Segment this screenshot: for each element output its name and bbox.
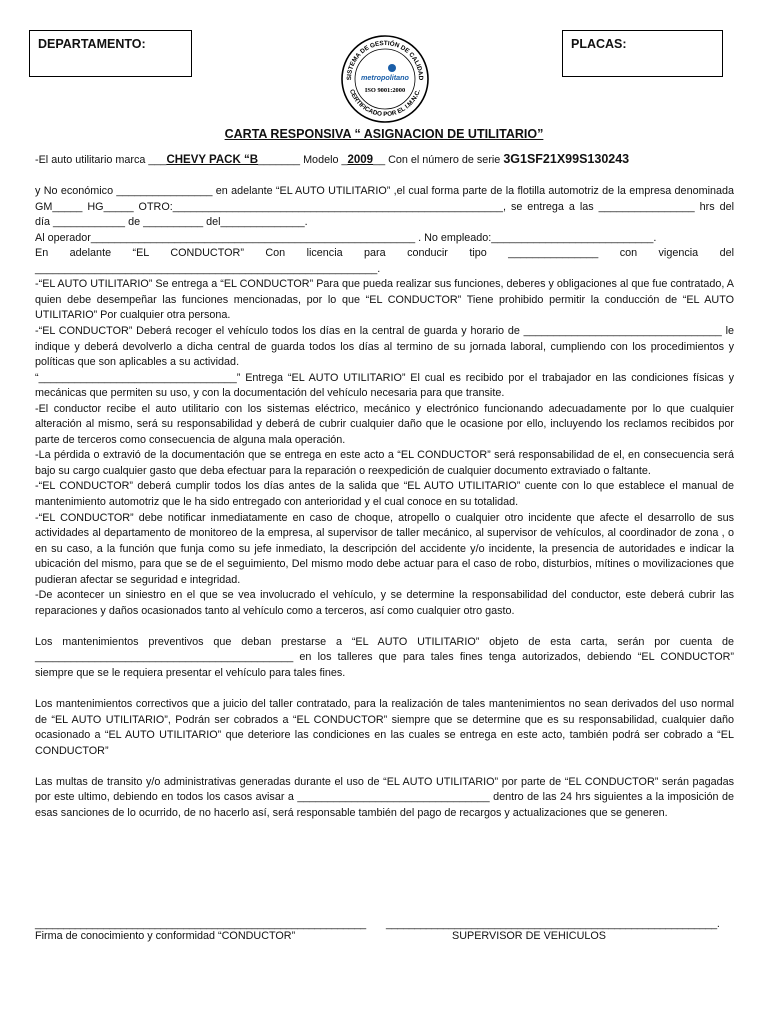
paragraph-economico: y No económico ________________ en adelante “EL AUTO UTILITARIO” ,el cual forma parte de la flotilla automotriz de la empresa denominada GM_____ HG_____ OTRO:_______________________________________________________, se entrega a las ________________ hrs del día ____________ de __________ del______________. [35,185,734,229]
vehicle-model: 2009 [347,154,374,166]
brand-suffix: _______ Modelo _ [258,154,348,166]
placas-field [562,30,723,77]
vehicle-brand: CHEVY PACK “B [166,154,259,166]
document-title: CARTA RESPONSIVA “ ASIGNACION DE UTILITARIO” [224,127,544,141]
seal-brand: metropolitano [361,73,409,82]
paragraph-multas: Las multas de transito y/o administrativas generadas durante el uso de “EL AUTO UTILITARIO” por parte de “EL CONDUCTOR” serán pagadas por este ultimo, debiendo en todos los casos avisar a ________________________________ dentro de las 24 hrs siguientes a la imposición de esas sanciones de lo ocurrido, de no hacerlo así, será responsable también del pago de recargos y actualizaciones que se generen. [35,775,734,819]
paragraph-recibido: “_________________________________” Entrega “EL AUTO UTILITARIO” El cual es recibido por el trabajador en las condiciones físicas y mecánicas que permiten su uso, y con la documentación del vehículo necesaria para que transite. [35,371,734,400]
paragraph-operador: Al operador______________________________________________________ . No empleado:___________________________. [35,231,657,244]
vehicle-line [35,152,734,169]
seal-globe-icon [388,64,396,72]
paragraph-documentacion: -La pérdida o extravió de la documentación que se entrega en este acto a “EL CONDUCTOR” será responsabilidad de el, en consecuencia será bajo su cargo cualquier gasto que deba efectuar para la reparación o reexpedición de cualquier documento extraviado o faltante. [35,449,734,477]
signature-supervisor [386,918,720,942]
model-suffix: __ Con el número de serie [373,154,504,166]
paragraph-notificar: -“EL CONDUCTOR” debe notificar inmediatamente en caso de choque, atropello o cualquier otro incidente que afecte el desarrollo de sus actividades al departamento de monitoreo de la empresa, al supervisor de taller mecánico, al supervisor de vehículos, al coordinador de zona , o en su caso, a la función que funja como su jefe inmediato, la descripción del accidente y/o incidente, la presencia de autoridades e indicar la ubicación del mismo, para que se de el seguimiento, Del mismo modo debe actuar para el caso de robo, disturbios, mítines o movilizaciones que pudieran afectar se seguridad e integridad. [35,511,734,586]
brand-prefix: ___ [148,154,167,166]
paragraph-guarda: -“EL CONDUCTOR” Deberá recoger el vehículo todos los días en la central de guarda y horario de _________________________________ le indique y deberá devolverlo a dicha central de guarda todos los días al termino de su jornada laboral, cumpliendo con los procedimientos y políticas que son aplicables a su actividad. [35,324,734,369]
departamento-label: DEPARTAMENTO: [38,37,146,51]
paragraph-preventivos: Los mantenimientos preventivos que deban prestarse a “EL AUTO UTILITARIO” objeto de esta carta, serán por cuenta de ___________________________________________ en los talleres que para tales fines tenga autorizados, debiendo “EL CONDUCTOR” siempre que se le requiera presentar el vehículo para tales fines. [35,635,734,679]
seal-standard: ISO 9001:2000 [364,87,406,94]
signature-line-supervisor: __________________________________________________________. [386,918,720,930]
certification-seal [340,34,430,124]
paragraph-correctivos: Los mantenimientos correctivos que a juicio del taller contratado, para la realización de tales mantenimientos no sean derivados del uso normal de “EL AUTO UTILITARIO”, Podrán ser cobrados a “EL CONDUCTOR” siempre que se determine que es su responsabilidad, cualquier daño ocasionado a “EL AUTO UTILITARIO” que deteriore las condiciones en las cuales se entrega en este acto, también podrá ser cobrado a “EL CONDUCTOR” [35,698,734,757]
paragraph-siniestro: -De acontecer un siniestro en el que se vea involucrado el vehículo, y se determine la responsabilidad del conductor, este deberá cubrir las reparaciones y daños ocasionados tanto al vehículo como a terceros, así como cualquier otro gasto. [35,589,734,617]
signature-label-conductor: Firma de conocimiento y conformidad “CONDUCTOR” [35,930,296,942]
seal-bottom-text: CERTIFICADO POR EL I.M.N.C. [347,88,423,119]
seal-top-text: SISTEMA DE GESTIÓN DE CALIDAD [345,39,425,81]
placas-label: PLACAS: [571,37,627,51]
vehicle-serial: 3G1SF21X99S130243 [503,152,630,166]
paragraph-entrega: -“EL AUTO UTILITARIO” Se entrega a “EL CONDUCTOR” Para que pueda realizar sus funciones, deberes y obligaciones al que fue contratado, A quien debe desempeñar las funciones mencionadas, por lo que “EL CONDUCTOR” Tiene prohibido permitir la conducción de “EL AUTO UTILITARIO” Por cualquier otra persona. [35,278,734,322]
paragraph-licencia: En adelante “EL CONDUCTOR” Con licencia para conducir tipo _______________ con vigencia del _________________________________________________________. [35,247,734,275]
signature-label-supervisor: SUPERVISOR DE VEHICULOS [452,930,606,942]
departamento-field [29,30,192,77]
paragraph-sistemas: -El conductor recibe el auto utilitario con los sistemas eléctrico, mecánico y electrónico funcionando adecuadamente por lo que cualquier alteración al mismo, será su responsabilidad y deberá de cubrir cualquier daño que le ocasione por ello, incluyendo los reclamos recibidos por parte de terceros como consecuencia de alguna mala operación. [35,402,734,446]
paragraph-manual: -“EL CONDUCTOR” deberá cumplir todos los días antes de la salida que “EL AUTO UTILITARIO” cuente con lo que establece el manual de mantenimiento automotriz que le ha sido entregado con anterioridad y el cual conoce en su totalidad. [35,480,734,508]
vehicle-intro: -El auto utilitario marca [35,154,149,166]
letter-body [35,152,734,821]
signature-conductor [35,918,366,942]
signature-line-conductor: __________________________________________________________ [35,918,366,930]
